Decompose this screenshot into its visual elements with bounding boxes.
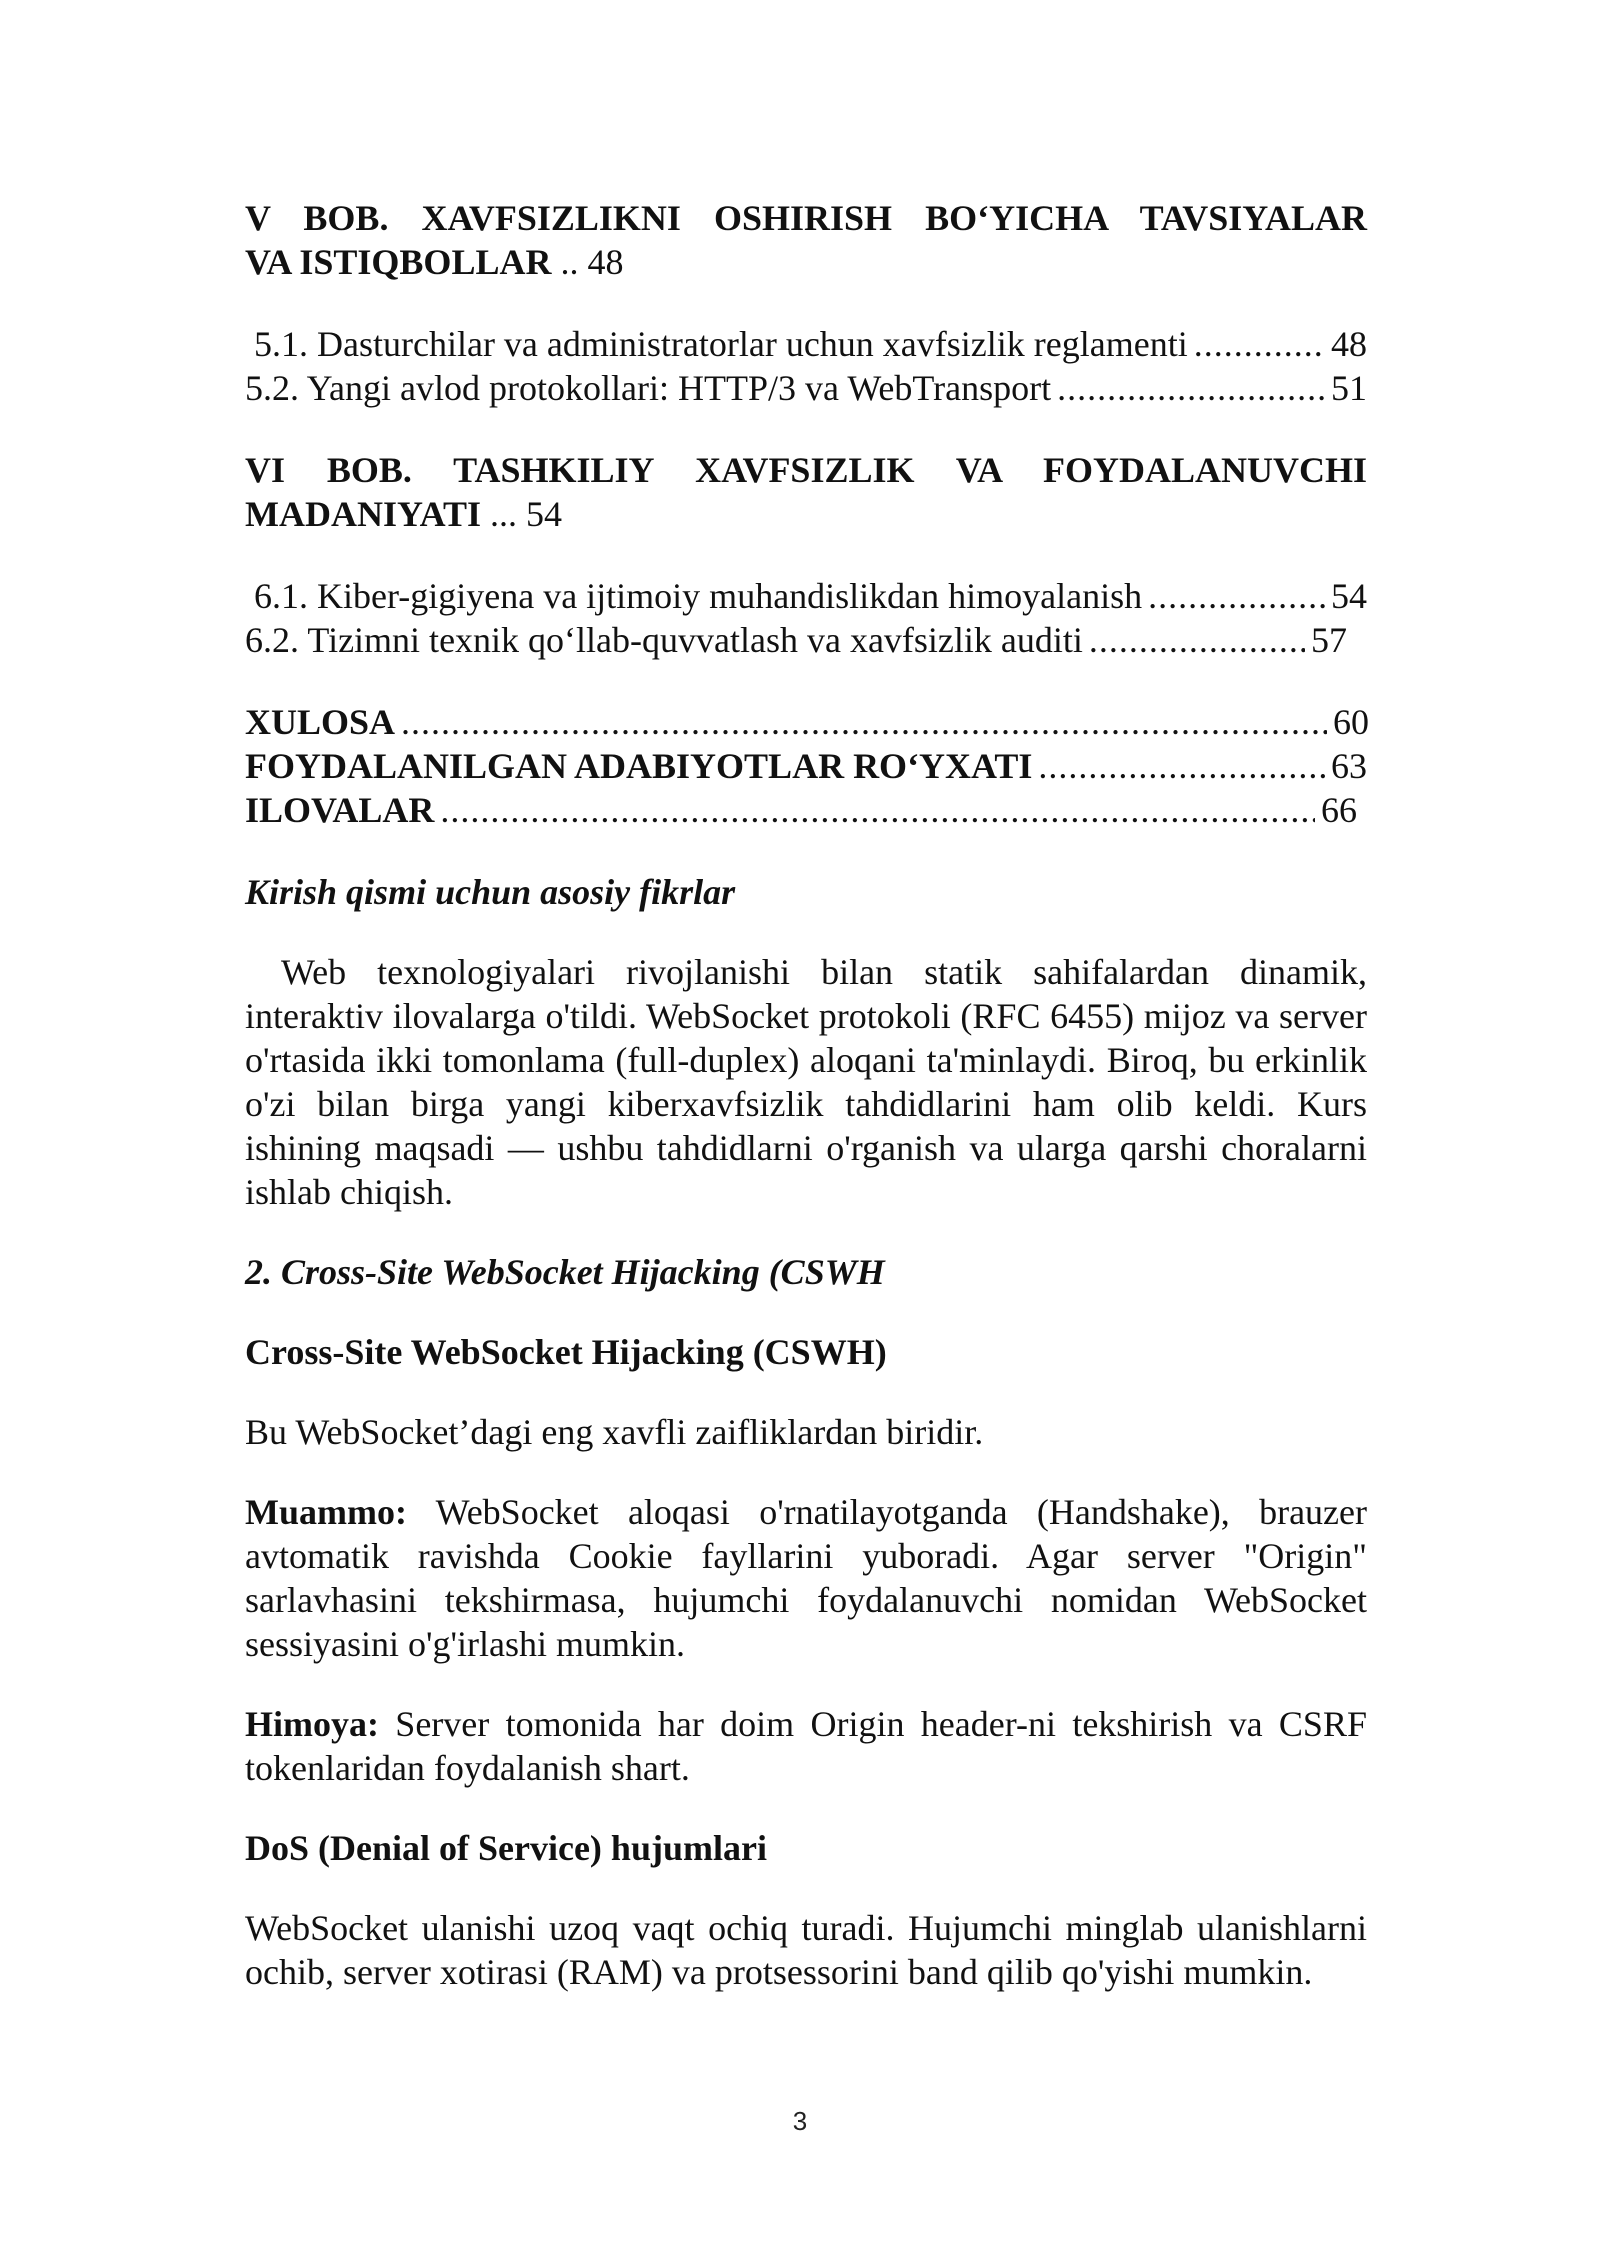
toc-item-label: 6.1. Kiber-gigiyena va ijtimoiy muhandislikdan himoyalanish [245, 576, 1143, 616]
toc-item-page: 54 [1331, 576, 1367, 616]
toc-item [245, 788, 1357, 832]
intro-paragraph: Web texnologiyalari rivojlanishi bilan statik sahifalardan dinamik, interaktiv ilovalarga o'tildi. WebSocket protokoli (RFC 6455) mijoz va server o'rtasida ikki tomonlama (full-duplex) aloqani ta'minlaydi. Biroq, bu erkinlik o'zi bilan birga yangi kiberxavfsizlik tahdidlarini ham olib keldi. Kurs ishining maqsadi — ushbu tahdidlarni o'rganish va ularga qarshi choralarni ishlab chiqish. [245, 952, 1367, 1212]
toc-item-page: 66 [1321, 790, 1357, 830]
toc-item [245, 744, 1367, 788]
cswh-intro: Bu WebSocket’dagi eng xavfli zaifliklardan biridir. [245, 1412, 984, 1452]
toc-item-page: 48 [1331, 324, 1367, 364]
toc-item-label: ILOVALAR [245, 790, 435, 830]
intro-heading: Kirish qismi uchun asosiy fikrlar [245, 872, 736, 912]
problem-label: Muammo: [245, 1492, 407, 1532]
toc-leader-dots [1089, 618, 1305, 662]
toc-item-label: XULOSA [245, 702, 396, 742]
document-page [245, 196, 1367, 1994]
toc-item-label: 5.1. Dasturchilar va administratorlar uchun xavfsizlik reglamenti [245, 324, 1188, 364]
toc-item-label: 5.2. Yangi avlod protokollari: HTTP/3 va WebTransport [245, 368, 1052, 408]
toc-chapter-6 [245, 448, 1367, 536]
toc-leader-dots [401, 700, 1327, 744]
toc-item-page: 63 [1331, 746, 1367, 786]
defense-text: Server tomonida har doim Origin header-ni tekshirish va CSRF tokenlaridan foydalanish shart. [245, 1704, 1367, 1788]
toc-item [245, 700, 1369, 744]
toc-item [245, 618, 1347, 662]
toc-item [245, 322, 1367, 366]
toc-item-page: 57 [1311, 620, 1347, 660]
toc-item-page: 51 [1331, 368, 1367, 408]
toc-chapter-5-items [245, 322, 1367, 410]
toc-chapter-6-page: ... 54 [481, 494, 563, 534]
toc-chapter-6-title-text: MADANIYATI [245, 494, 482, 534]
toc-leader-dots [1194, 322, 1325, 366]
toc-leader-dots [1038, 744, 1325, 788]
toc-chapter-5-title-line2 [245, 240, 1367, 284]
toc-chapter-6-title-line1: VI BOB. TASHKILIY XAVFSIZLIK VA FOYDALANUVCHI [245, 450, 1367, 490]
toc-chapter-5-page: .. 48 [551, 242, 624, 282]
problem-text: WebSocket aloqasi o'rnatilayotganda (Handshake), brauzer avtomatik ravishda Cookie fayllarini yuboradi. Agar server "Origin" sarlavhasini tekshirmasa, hujumchi foydalanuvchi nomidan WebSocket sessiyasini o'g'irlashi mumkin. [245, 1492, 1367, 1664]
toc-item [245, 574, 1367, 618]
toc-chapter-5-title-text: VA ISTIQBOLLAR [245, 242, 552, 282]
toc-item-label: 6.2. Tizimni texnik qo‘llab-quvvatlash va xavfsizlik auditi [245, 620, 1083, 660]
toc-item-page: 60 [1333, 702, 1369, 742]
section-2-heading: 2. Cross-Site WebSocket Hijacking (CSWH [245, 1252, 885, 1292]
toc-leader-dots [440, 788, 1315, 832]
toc-chapter-6-items [245, 574, 1367, 662]
dos-paragraph: WebSocket ulanishi uzoq vaqt ochiq turadi. Hujumchi minglab ulanishlarni ochib, server xotirasi (RAM) va protsessorini band qilib qo'yishi mumkin. [245, 1908, 1367, 1992]
page-number: 3 [792, 2106, 808, 2136]
dos-heading: DoS (Denial of Service) hujumlari [245, 1828, 767, 1868]
toc-chapter-6-title-line2 [245, 492, 1367, 536]
toc-leader-dots [1148, 574, 1325, 618]
toc-chapter-5 [245, 196, 1367, 284]
toc-chapter-5-title-line1: V BOB. XAVFSIZLIKNI OSHIRISH BO‘YICHA TAVSIYALAR [245, 198, 1367, 238]
cswh-problem-paragraph [245, 1490, 1367, 1666]
toc-item [245, 366, 1367, 410]
cswh-subheading: Cross-Site WebSocket Hijacking (CSWH) [245, 1332, 887, 1372]
cswh-defense-paragraph [245, 1702, 1367, 1790]
toc-end-items [245, 700, 1367, 832]
toc-item-label: FOYDALANILGAN ADABIYOTLAR RO‘YXATI [245, 746, 1033, 786]
toc-leader-dots [1057, 366, 1325, 410]
defense-label: Himoya: [245, 1704, 379, 1744]
